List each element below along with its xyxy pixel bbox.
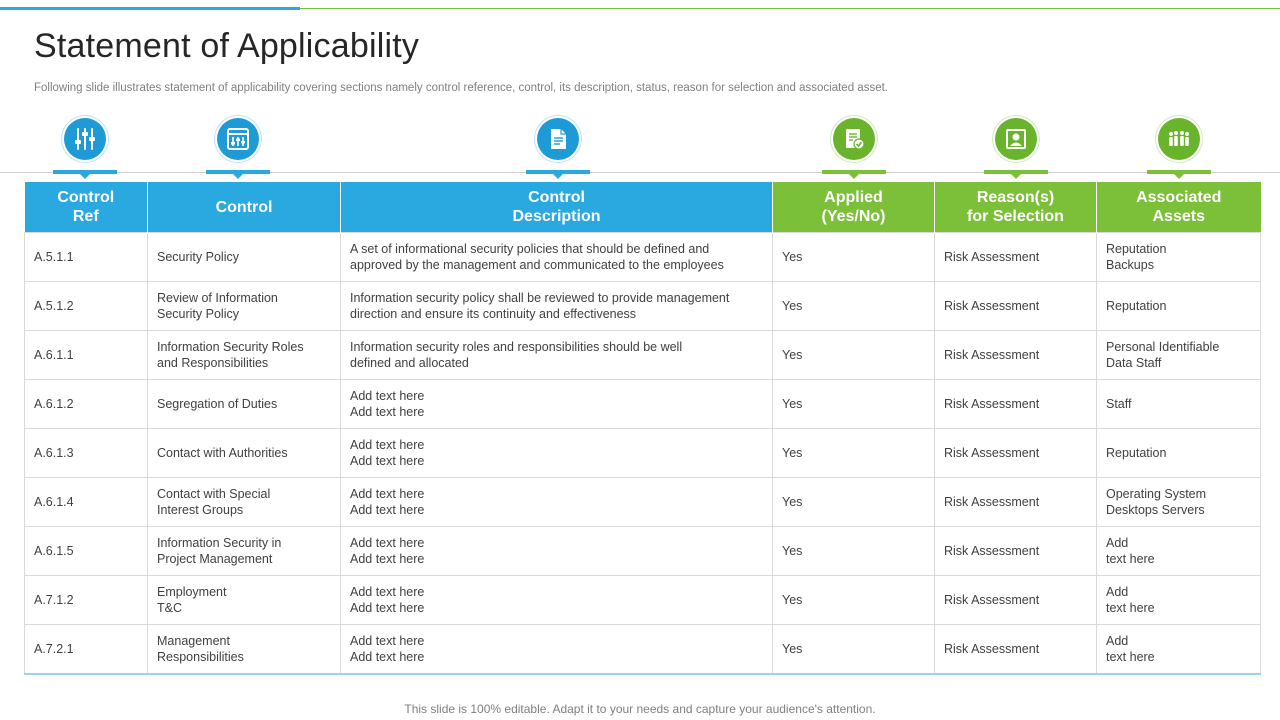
cell-applied: Yes — [773, 527, 935, 576]
table-row — [25, 233, 1261, 282]
cell-control-ref: A.6.1.2 — [25, 380, 148, 429]
cell-description: A set of informational security policies that should be defined and approved by the management and communicated to the employees — [341, 233, 773, 282]
document-icon — [537, 118, 579, 160]
cell-assets: Staff — [1097, 380, 1261, 429]
cell-control: Employment T&C — [148, 576, 341, 625]
table-row — [25, 380, 1261, 429]
cell-applied: Yes — [773, 429, 935, 478]
divider-line — [0, 172, 1280, 173]
cell-control: Security Policy — [148, 233, 341, 282]
header-control-ref: Control Ref — [25, 182, 148, 233]
cell-reason: Risk Assessment — [935, 625, 1097, 675]
top-accent-bar-blue — [0, 7, 300, 10]
cell-description: Add text here Add text here — [341, 478, 773, 527]
cell-description: Add text here Add text here — [341, 527, 773, 576]
table-row — [25, 282, 1261, 331]
cell-control: Management Responsibilities — [148, 625, 341, 675]
cell-reason: Risk Assessment — [935, 233, 1097, 282]
cell-description: Add text here Add text here — [341, 625, 773, 675]
table-row — [25, 625, 1261, 675]
description-icon-marker — [526, 118, 590, 180]
cell-assets: Add text here — [1097, 625, 1261, 675]
cell-applied: Yes — [773, 331, 935, 380]
page-subtitle: Following slide illustrates statement of applicability covering sections namely control reference, control, its description, status, reason for selection and associated asset. — [34, 82, 888, 94]
cell-control: Information Security in Project Management — [148, 527, 341, 576]
cell-control: Contact with Special Interest Groups — [148, 478, 341, 527]
cell-assets: Add text here — [1097, 576, 1261, 625]
cell-assets: Personal Identifiable Data Staff — [1097, 331, 1261, 380]
header-associated-assets: Associated Assets — [1097, 182, 1261, 233]
cell-assets: Reputation Backups — [1097, 233, 1261, 282]
applicability-table — [24, 182, 1261, 675]
control-ref-icon-marker — [53, 118, 117, 180]
reason-icon-marker — [984, 118, 1048, 180]
cell-assets: Operating System Desktops Servers — [1097, 478, 1261, 527]
table-row — [25, 527, 1261, 576]
cell-assets: Add text here — [1097, 527, 1261, 576]
cell-description: Add text here Add text here — [341, 576, 773, 625]
header-control: Control — [148, 182, 341, 233]
cell-applied: Yes — [773, 478, 935, 527]
cell-applied: Yes — [773, 625, 935, 675]
cell-control-ref: A.6.1.1 — [25, 331, 148, 380]
cell-control-ref: A.7.1.2 — [25, 576, 148, 625]
header-applied: Applied (Yes/No) — [773, 182, 935, 233]
cell-description: Add text here Add text here — [341, 380, 773, 429]
cell-control: Contact with Authorities — [148, 429, 341, 478]
control-icon-marker — [206, 118, 270, 180]
cell-applied: Yes — [773, 282, 935, 331]
cell-description: Information security roles and responsibilities should be well defined and allocated — [341, 331, 773, 380]
footer-note: This slide is 100% editable. Adapt it to your needs and capture your audience's attention. — [404, 702, 876, 716]
table-row — [25, 478, 1261, 527]
top-accent-bar-green — [300, 8, 1280, 9]
cell-applied: Yes — [773, 576, 935, 625]
table-row — [25, 331, 1261, 380]
cell-reason: Risk Assessment — [935, 478, 1097, 527]
cell-reason: Risk Assessment — [935, 380, 1097, 429]
table-row — [25, 576, 1261, 625]
header-reasons: Reason(s) for Selection — [935, 182, 1097, 233]
cell-control: Segregation of Duties — [148, 380, 341, 429]
cell-control-ref: A.6.1.4 — [25, 478, 148, 527]
table-row — [25, 429, 1261, 478]
page-title: Statement of Applicability — [34, 27, 420, 65]
cell-control-ref: A.5.1.2 — [25, 282, 148, 331]
cell-reason: Risk Assessment — [935, 429, 1097, 478]
applied-icon-marker — [822, 118, 886, 180]
control-panel-icon — [217, 118, 259, 160]
cell-reason: Risk Assessment — [935, 527, 1097, 576]
cell-control-ref: A.6.1.3 — [25, 429, 148, 478]
cell-applied: Yes — [773, 233, 935, 282]
cell-control: Information Security Roles and Responsibilities — [148, 331, 341, 380]
cell-control-ref: A.6.1.5 — [25, 527, 148, 576]
cell-description: Add text here Add text here — [341, 429, 773, 478]
cell-control-ref: A.7.2.1 — [25, 625, 148, 675]
cell-assets: Reputation — [1097, 282, 1261, 331]
assets-icon-marker — [1147, 118, 1211, 180]
sliders-icon — [64, 118, 106, 160]
cell-assets: Reputation — [1097, 429, 1261, 478]
cell-control-ref: A.5.1.1 — [25, 233, 148, 282]
cell-reason: Risk Assessment — [935, 331, 1097, 380]
cell-control: Review of Information Security Policy — [148, 282, 341, 331]
people-group-icon — [1158, 118, 1200, 160]
cell-description: Information security policy shall be reviewed to provide management direction and ensure its continuity and effectiveness — [341, 282, 773, 331]
cell-reason: Risk Assessment — [935, 282, 1097, 331]
table-header-row — [25, 182, 1261, 233]
header-control-description: Control Description — [341, 182, 773, 233]
cell-applied: Yes — [773, 380, 935, 429]
certificate-icon — [995, 118, 1037, 160]
cell-reason: Risk Assessment — [935, 576, 1097, 625]
checklist-icon — [833, 118, 875, 160]
